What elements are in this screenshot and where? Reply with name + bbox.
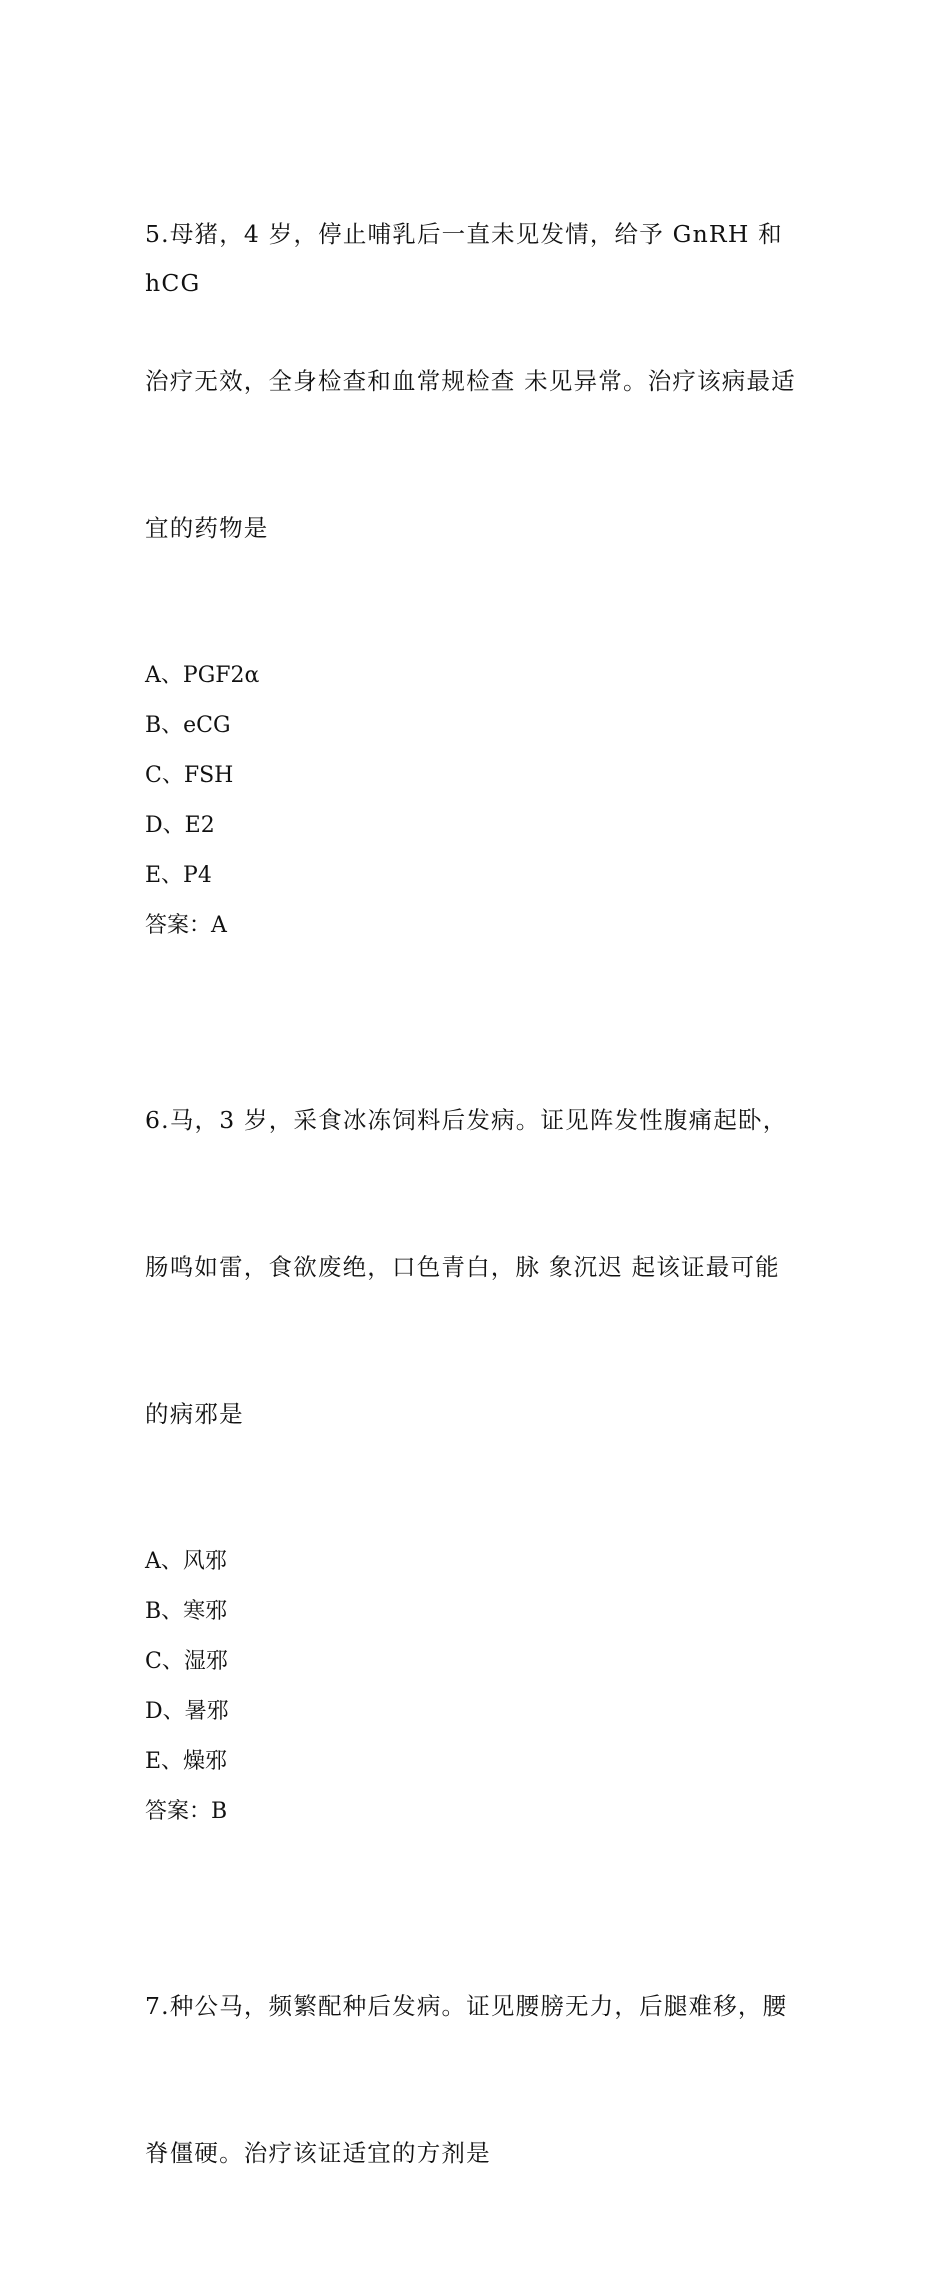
question-stem bbox=[145, 998, 810, 1537]
option-list bbox=[145, 651, 810, 901]
option-e: E、P4 bbox=[145, 863, 212, 888]
stem-line: 的病邪是 bbox=[145, 1400, 244, 1428]
option-c: C、湿邪 bbox=[145, 1649, 228, 1674]
stem-line: 肠鸣如雷，食欲废绝，口色青白，脉 象沉迟 起该证最可能 bbox=[145, 1253, 780, 1281]
question-5 bbox=[145, 112, 810, 951]
question-spacer bbox=[145, 1837, 810, 1884]
option-d: D、暑邪 bbox=[145, 1699, 229, 1724]
option-b: B、eCG bbox=[145, 713, 231, 738]
document-page bbox=[145, 112, 810, 2276]
option-a: A、风邪 bbox=[145, 1549, 227, 1574]
option-c: C、FSH bbox=[145, 763, 234, 788]
question-spacer bbox=[145, 951, 810, 998]
question-stem bbox=[145, 112, 810, 651]
question-7 bbox=[145, 1884, 810, 2276]
option-a: A、PGF2α bbox=[145, 663, 260, 688]
question-stem bbox=[145, 1884, 810, 2276]
stem-line: 5.母猪，4 岁，停止哺乳后一直未见发情，给予 GnRH 和 hCG bbox=[145, 220, 792, 297]
option-d: D、E2 bbox=[145, 813, 215, 838]
stem-line: 脊僵硬。治疗该证适宜的方剂是 bbox=[145, 2139, 491, 2167]
option-b: B、寒邪 bbox=[145, 1599, 228, 1624]
answer-line: 答案：A bbox=[145, 913, 227, 938]
stem-line: 6.马，3 岁，采食冰冻饲料后发病。证见阵发性腹痛起卧， bbox=[145, 1106, 788, 1134]
stem-line: 治疗无效，全身检查和血常规检查 未见异常。治疗该病最适 bbox=[145, 367, 796, 395]
question-6 bbox=[145, 998, 810, 1837]
stem-line: 7.种公马，频繁配种后发病。证见腰膀无力，后腿难移，腰 bbox=[145, 1992, 788, 2020]
answer-line: 答案：B bbox=[145, 1799, 228, 1824]
option-e: E、燥邪 bbox=[145, 1749, 228, 1774]
stem-line: 宜的药物是 bbox=[145, 514, 269, 542]
option-list bbox=[145, 1537, 810, 1787]
